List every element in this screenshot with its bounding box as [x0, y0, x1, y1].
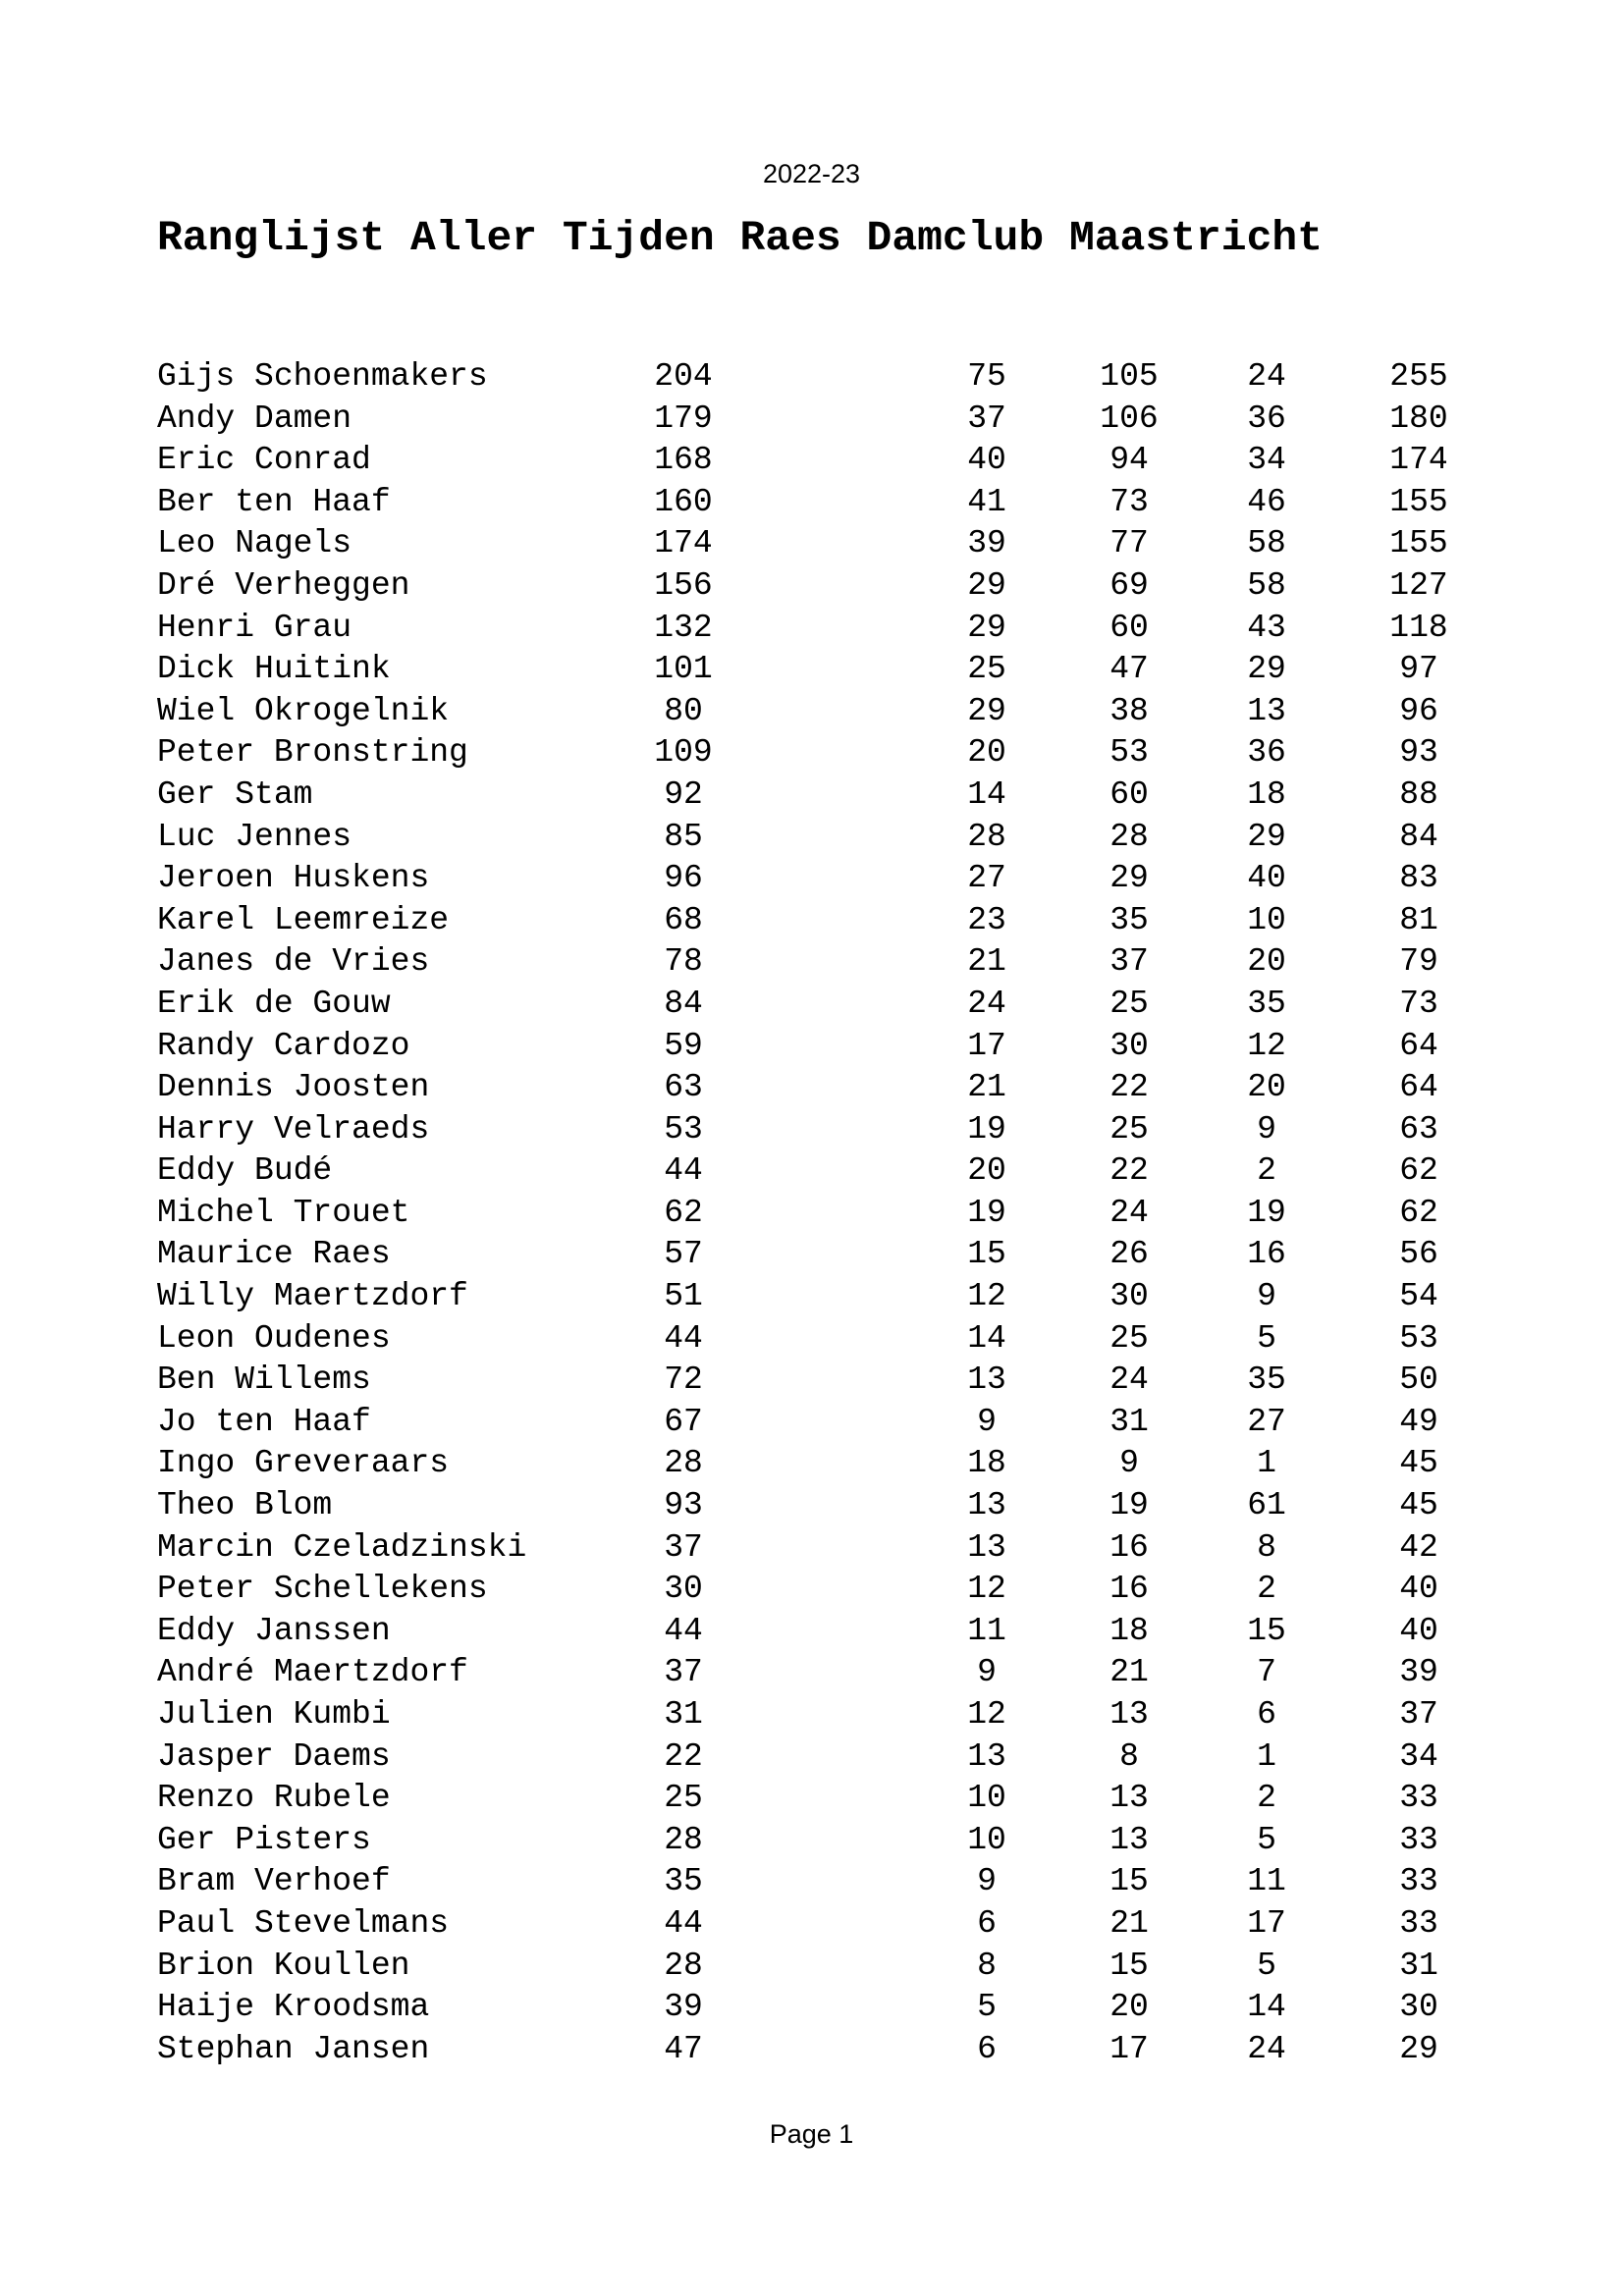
table-row: [157, 817, 1438, 859]
losses: 34: [1247, 442, 1286, 479]
draws: 16: [1109, 1571, 1149, 1608]
table-row: [157, 1903, 1438, 1946]
table-row: [157, 356, 1448, 399]
games-played: 78: [664, 943, 703, 981]
table-row: [157, 1026, 1438, 1068]
points: 62: [1399, 1194, 1438, 1231]
player-name: Karel Leemreize: [157, 901, 450, 938]
points: 127: [1389, 566, 1448, 604]
draws: 13: [1109, 1696, 1149, 1733]
games-played: 35: [664, 1863, 703, 1900]
games-played: 44: [664, 1152, 703, 1190]
title-container: [157, 209, 1353, 268]
draws: 69: [1109, 566, 1149, 604]
table-row: [157, 1694, 1438, 1736]
points: 45: [1399, 1445, 1438, 1482]
player-name: Janes de Vries: [157, 943, 430, 981]
games-played: 84: [664, 985, 703, 1022]
table-row: [157, 608, 1448, 650]
wins: 13: [967, 1737, 1006, 1775]
losses: 16: [1247, 1236, 1286, 1273]
draws: 77: [1109, 525, 1149, 562]
games-played: 37: [664, 1654, 703, 1691]
games-played: 96: [664, 860, 703, 897]
points: 255: [1389, 358, 1448, 395]
wins: 23: [967, 901, 1006, 938]
page-number: Page 1: [769, 2119, 854, 2149]
points: 73: [1399, 985, 1438, 1022]
games-played: 30: [664, 1571, 703, 1608]
draws: 20: [1109, 1989, 1149, 2026]
table-row: [157, 1276, 1438, 1318]
draws: 22: [1109, 1069, 1149, 1106]
table-row: [157, 565, 1448, 608]
points: 93: [1399, 734, 1438, 772]
ranking-table: [157, 356, 1448, 2070]
table-row: [157, 774, 1438, 817]
games-played: 174: [654, 525, 713, 562]
player-name: Leo Nagels: [157, 525, 352, 562]
player-name: Dré Verheggen: [157, 566, 410, 604]
table-row: [157, 984, 1438, 1026]
draws: 60: [1109, 609, 1149, 646]
losses: 19: [1247, 1194, 1286, 1231]
losses: 17: [1247, 1904, 1286, 1942]
table-row: [157, 399, 1448, 441]
player-name: André Maertzdorf: [157, 1654, 468, 1691]
player-name: Eric Conrad: [157, 442, 371, 479]
draws: 35: [1109, 901, 1149, 938]
wins: 9: [977, 1654, 997, 1691]
player-name: Luc Jennes: [157, 818, 352, 855]
wins: 41: [967, 483, 1006, 520]
table-row: [157, 440, 1448, 482]
losses: 18: [1247, 775, 1286, 813]
wins: 10: [967, 1821, 1006, 1858]
losses: 58: [1247, 525, 1286, 562]
points: 54: [1399, 1278, 1438, 1315]
wins: 13: [967, 1528, 1006, 1566]
draws: 9: [1119, 1445, 1139, 1482]
player-name: Peter Bronstring: [157, 734, 468, 772]
player-name: Jo ten Haaf: [157, 1403, 371, 1440]
games-played: 39: [664, 1989, 703, 2026]
losses: 36: [1247, 400, 1286, 437]
games-played: 28: [664, 1821, 703, 1858]
player-name: Bram Verhoef: [157, 1863, 391, 1900]
points: 96: [1399, 692, 1438, 729]
wins: 19: [967, 1110, 1006, 1148]
losses: 24: [1247, 2030, 1286, 2067]
games-played: 59: [664, 1027, 703, 1064]
wins: 15: [967, 1236, 1006, 1273]
table-row: [157, 1820, 1438, 1862]
points: 37: [1399, 1696, 1438, 1733]
table-row: [157, 1611, 1438, 1653]
games-played: 179: [654, 400, 713, 437]
games-played: 22: [664, 1737, 703, 1775]
table-row: [157, 732, 1438, 774]
player-name: Ger Stam: [157, 775, 313, 813]
losses: 14: [1247, 1989, 1286, 2026]
games-played: 168: [654, 442, 713, 479]
points: 56: [1399, 1236, 1438, 1273]
points: 83: [1399, 860, 1438, 897]
wins: 75: [967, 358, 1006, 395]
table-row: [157, 523, 1448, 565]
points: 174: [1389, 442, 1448, 479]
wins: 21: [967, 943, 1006, 981]
games-played: 44: [664, 1904, 703, 1942]
losses: 61: [1247, 1487, 1286, 1524]
table-row: [157, 1485, 1438, 1527]
games-played: 68: [664, 901, 703, 938]
points: 40: [1399, 1571, 1438, 1608]
player-name: Ingo Greveraars: [157, 1445, 450, 1482]
points: 64: [1399, 1027, 1438, 1064]
points: 118: [1389, 609, 1448, 646]
points: 64: [1399, 1069, 1438, 1106]
draws: 15: [1109, 1863, 1149, 1900]
points: 30: [1399, 1989, 1438, 2026]
points: 50: [1399, 1362, 1438, 1399]
losses: 2: [1257, 1152, 1276, 1190]
points: 45: [1399, 1487, 1438, 1524]
table-row: [157, 1150, 1438, 1193]
wins: 9: [977, 1403, 997, 1440]
losses: 29: [1247, 651, 1286, 688]
season-header: 2022-23: [762, 159, 861, 188]
player-name: Eddy Budé: [157, 1152, 333, 1190]
wins: 14: [967, 1319, 1006, 1357]
player-name: Wiel Okrogelnik: [157, 692, 450, 729]
points: 84: [1399, 818, 1438, 855]
player-name: Theo Blom: [157, 1487, 333, 1524]
wins: 37: [967, 400, 1006, 437]
draws: 16: [1109, 1528, 1149, 1566]
draws: 60: [1109, 775, 1149, 813]
draws: 29: [1109, 860, 1149, 897]
wins: 12: [967, 1278, 1006, 1315]
player-name: Harry Velraeds: [157, 1110, 430, 1148]
points: 180: [1389, 400, 1448, 437]
draws: 21: [1109, 1904, 1149, 1942]
page-title: Ranglijst Aller Tijden Raes Damclub Maastricht: [157, 214, 1323, 262]
wins: 25: [967, 651, 1006, 688]
points: 81: [1399, 901, 1438, 938]
losses: 5: [1257, 1319, 1276, 1357]
draws: 25: [1109, 985, 1149, 1022]
points: 33: [1399, 1863, 1438, 1900]
player-name: Peter Schellekens: [157, 1571, 488, 1608]
player-name: Henri Grau: [157, 609, 352, 646]
losses: 58: [1247, 566, 1286, 604]
games-played: 37: [664, 1528, 703, 1566]
player-name: Paul Stevelmans: [157, 1904, 450, 1942]
draws: 21: [1109, 1654, 1149, 1691]
losses: 1: [1257, 1737, 1276, 1775]
draws: 15: [1109, 1947, 1149, 1984]
table-row: [157, 1443, 1438, 1485]
table-row: [157, 691, 1438, 733]
losses: 24: [1247, 358, 1286, 395]
losses: 11: [1247, 1863, 1286, 1900]
wins: 29: [967, 609, 1006, 646]
table-row: [157, 900, 1438, 942]
draws: 30: [1109, 1278, 1149, 1315]
draws: 53: [1109, 734, 1149, 772]
draws: 25: [1109, 1319, 1149, 1357]
games-played: 92: [664, 775, 703, 813]
games-played: 44: [664, 1612, 703, 1649]
table-row: [157, 1987, 1438, 2029]
draws: 22: [1109, 1152, 1149, 1190]
points: 53: [1399, 1319, 1438, 1357]
draws: 94: [1109, 442, 1149, 479]
player-name: Gijs Schoenmakers: [157, 358, 488, 395]
games-played: 53: [664, 1110, 703, 1148]
losses: 35: [1247, 985, 1286, 1022]
games-played: 28: [664, 1445, 703, 1482]
player-name: Brion Koullen: [157, 1947, 410, 1984]
table-row: [157, 2029, 1438, 2071]
table-row: [157, 1193, 1438, 1235]
wins: 39: [967, 525, 1006, 562]
losses: 46: [1247, 483, 1286, 520]
table-row: [157, 1652, 1438, 1694]
wins: 27: [967, 860, 1006, 897]
draws: 18: [1109, 1612, 1149, 1649]
table-row: [157, 649, 1438, 691]
draws: 17: [1109, 2030, 1149, 2067]
draws: 31: [1109, 1403, 1149, 1440]
wins: 18: [967, 1445, 1006, 1482]
player-name: Ben Willems: [157, 1362, 371, 1399]
table-row: [157, 1778, 1438, 1820]
draws: 28: [1109, 818, 1149, 855]
player-name: Ger Pisters: [157, 1821, 371, 1858]
player-name: Willy Maertzdorf: [157, 1278, 468, 1315]
games-played: 57: [664, 1236, 703, 1273]
points: 97: [1399, 651, 1438, 688]
table-row: [157, 1736, 1438, 1779]
table-row: [157, 1569, 1438, 1611]
points: 79: [1399, 943, 1438, 981]
draws: 105: [1100, 358, 1159, 395]
losses: 40: [1247, 860, 1286, 897]
games-played: 156: [654, 566, 713, 604]
losses: 5: [1257, 1821, 1276, 1858]
games-played: 132: [654, 609, 713, 646]
player-name: Andy Damen: [157, 400, 352, 437]
player-name: Haije Kroodsma: [157, 1989, 430, 2026]
losses: 7: [1257, 1654, 1276, 1691]
wins: 29: [967, 692, 1006, 729]
draws: 24: [1109, 1194, 1149, 1231]
losses: 6: [1257, 1696, 1276, 1733]
table-row: [157, 1946, 1438, 1988]
games-played: 63: [664, 1069, 703, 1106]
points: 40: [1399, 1612, 1438, 1649]
table-row: [157, 1861, 1438, 1903]
wins: 19: [967, 1194, 1006, 1231]
wins: 29: [967, 566, 1006, 604]
points: 34: [1399, 1737, 1438, 1775]
losses: 20: [1247, 1069, 1286, 1106]
games-played: 101: [654, 651, 713, 688]
losses: 1: [1257, 1445, 1276, 1482]
player-name: Renzo Rubele: [157, 1780, 391, 1817]
wins: 40: [967, 442, 1006, 479]
games-played: 93: [664, 1487, 703, 1524]
wins: 13: [967, 1487, 1006, 1524]
draws: 19: [1109, 1487, 1149, 1524]
draws: 25: [1109, 1110, 1149, 1148]
games-played: 31: [664, 1696, 703, 1733]
player-name: Jeroen Huskens: [157, 860, 430, 897]
points: 62: [1399, 1152, 1438, 1190]
wins: 21: [967, 1069, 1006, 1106]
games-played: 72: [664, 1362, 703, 1399]
player-name: Michel Trouet: [157, 1194, 410, 1231]
losses: 2: [1257, 1780, 1276, 1817]
wins: 12: [967, 1571, 1006, 1608]
losses: 15: [1247, 1612, 1286, 1649]
losses: 10: [1247, 901, 1286, 938]
losses: 9: [1257, 1110, 1276, 1148]
draws: 106: [1100, 400, 1159, 437]
games-played: 25: [664, 1780, 703, 1817]
points: 155: [1389, 483, 1448, 520]
games-played: 67: [664, 1403, 703, 1440]
player-name: Stephan Jansen: [157, 2030, 430, 2067]
losses: 43: [1247, 609, 1286, 646]
wins: 8: [977, 1947, 997, 1984]
table-row: [157, 1318, 1438, 1361]
table-row: [157, 941, 1438, 984]
draws: 13: [1109, 1780, 1149, 1817]
wins: 20: [967, 734, 1006, 772]
wins: 20: [967, 1152, 1006, 1190]
games-played: 109: [654, 734, 713, 772]
player-name: Leon Oudenes: [157, 1319, 391, 1357]
games-played: 204: [654, 358, 713, 395]
points: 42: [1399, 1528, 1438, 1566]
player-name: Maurice Raes: [157, 1236, 391, 1273]
player-name: Dick Huitink: [157, 651, 391, 688]
losses: 5: [1257, 1947, 1276, 1984]
games-played: 44: [664, 1319, 703, 1357]
losses: 9: [1257, 1278, 1276, 1315]
wins: 17: [967, 1027, 1006, 1064]
losses: 20: [1247, 943, 1286, 981]
draws: 47: [1109, 651, 1149, 688]
wins: 14: [967, 775, 1006, 813]
player-name: Julien Kumbi: [157, 1696, 391, 1733]
player-name: Randy Cardozo: [157, 1027, 410, 1064]
player-name: Marcin Czeladzinski: [157, 1528, 527, 1566]
wins: 24: [967, 985, 1006, 1022]
player-name: Dennis Joosten: [157, 1069, 430, 1106]
losses: 2: [1257, 1571, 1276, 1608]
table-row: [157, 1067, 1438, 1109]
points: 31: [1399, 1947, 1438, 1984]
points: 29: [1399, 2030, 1438, 2067]
player-name: Eddy Janssen: [157, 1612, 391, 1649]
losses: 35: [1247, 1362, 1286, 1399]
losses: 12: [1247, 1027, 1286, 1064]
draws: 73: [1109, 483, 1149, 520]
draws: 26: [1109, 1236, 1149, 1273]
wins: 9: [977, 1863, 997, 1900]
wins: 5: [977, 1989, 997, 2026]
wins: 6: [977, 2030, 997, 2067]
table-row: [157, 1360, 1438, 1402]
points: 33: [1399, 1821, 1438, 1858]
points: 155: [1389, 525, 1448, 562]
losses: 8: [1257, 1528, 1276, 1566]
draws: 24: [1109, 1362, 1149, 1399]
points: 39: [1399, 1654, 1438, 1691]
losses: 13: [1247, 692, 1286, 729]
losses: 27: [1247, 1403, 1286, 1440]
table-row: [157, 1109, 1438, 1151]
games-played: 85: [664, 818, 703, 855]
draws: 13: [1109, 1821, 1149, 1858]
games-played: 80: [664, 692, 703, 729]
table-row: [157, 1402, 1438, 1444]
games-played: 51: [664, 1278, 703, 1315]
player-name: Jasper Daems: [157, 1737, 391, 1775]
points: 49: [1399, 1403, 1438, 1440]
wins: 28: [967, 818, 1006, 855]
points: 88: [1399, 775, 1438, 813]
player-name: Erik de Gouw: [157, 985, 391, 1022]
points: 33: [1399, 1904, 1438, 1942]
player-name: Ber ten Haaf: [157, 483, 391, 520]
table-row: [157, 858, 1438, 900]
wins: 13: [967, 1362, 1006, 1399]
games-played: 62: [664, 1194, 703, 1231]
wins: 11: [967, 1612, 1006, 1649]
wins: 10: [967, 1780, 1006, 1817]
wins: 6: [977, 1904, 997, 1942]
games-played: 47: [664, 2030, 703, 2067]
losses: 36: [1247, 734, 1286, 772]
draws: 30: [1109, 1027, 1149, 1064]
points: 63: [1399, 1110, 1438, 1148]
points: 33: [1399, 1780, 1438, 1817]
losses: 29: [1247, 818, 1286, 855]
draws: 38: [1109, 692, 1149, 729]
table-row: [157, 1234, 1438, 1276]
table-row: [157, 482, 1448, 524]
wins: 12: [967, 1696, 1006, 1733]
draws: 8: [1119, 1737, 1139, 1775]
games-played: 160: [654, 483, 713, 520]
table-row: [157, 1527, 1438, 1570]
draws: 37: [1109, 943, 1149, 981]
games-played: 28: [664, 1947, 703, 1984]
